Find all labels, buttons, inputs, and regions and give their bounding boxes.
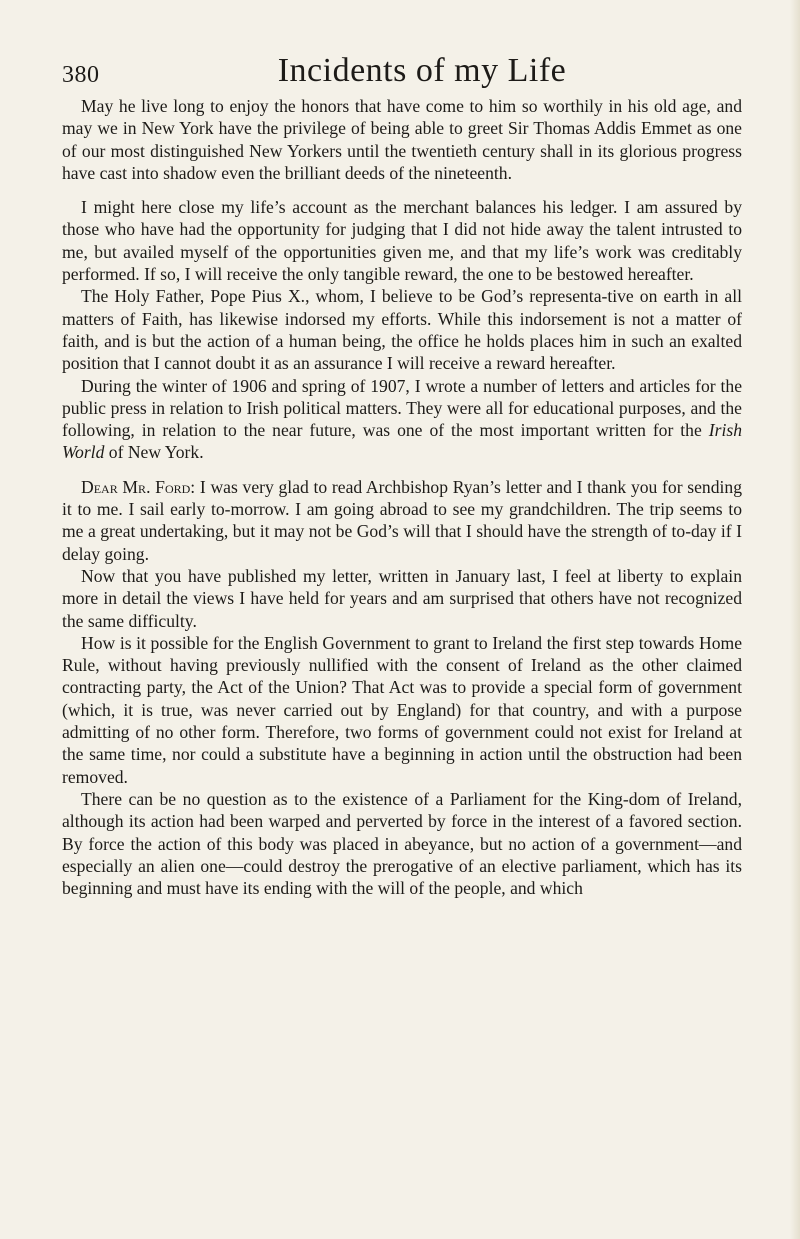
letter-paragraph-parliament: There can be no question as to the existence of a Parliament for the King-dom of Ireland, although its action had been warped and perverted by force in the interest of a favored section. By force the action of this body was placed in abeyance, but no action of a government—and especially an alien one—could destroy the prerogative of an elective parliament, which has its beginning and must have its ending with the will of the people, and which — [62, 788, 742, 899]
letter-opening-text: I was very glad to read Archbishop Ryan’s letter and I thank you for sending it to me. I sail early to-morrow. I am going abroad to see my grandchildren. The trip seems to me a great undertaking, but it may not be God’s will that I should have the strength of to-day if I delay going. — [62, 476, 742, 564]
running-title: Incidents of my Life — [277, 52, 567, 89]
paragraph-letters — [62, 375, 742, 464]
page-edge-shading — [790, 0, 800, 1239]
newspaper-title: Irish World — [62, 420, 742, 463]
letter-salutation: Dear Mr. Ford: — [81, 476, 196, 497]
page-header — [62, 52, 742, 100]
paragraph-holy-father: The Holy Father, Pope Pius X., whom, I believe to be God’s representa-tive on earth in all matters of Faith, has likewise indorsed my efforts. While this indorsement is not a matter of faith, and is but the action of a human being, the office he holds places him in such an exalted position that I cannot doubt it as an assurance I will receive a reward hereafter. — [62, 286, 742, 374]
paragraph-letters-end: of New York. — [104, 442, 204, 463]
letter-paragraph-liberty: Now that you have published my letter, written in January last, I feel at liberty to explain more in detail the views I have held for years and am surprised that others have not recognized the same difficulty. — [62, 565, 742, 631]
letter-opening — [62, 476, 742, 565]
page-number: 380 — [62, 62, 100, 88]
paragraph-ledger: I might here close my life’s account as the merchant balances his ledger. I am assured by those who have had the opportunity for judging that I did not hide away the talent intrusted to me, but availed myself of the opportunities given me, and that my life’s work was creditably performed. If so, I will receive the only tangible reward, the one to be bestowed hereafter. — [62, 197, 742, 285]
letter-paragraph-home-rule: How is it possible for the English Government to grant to Ireland the first step towards Home Rule, without having previously nullified with the consent of Ireland as the other claimed contracting party, the Act of the Union? That Act was to provide a special form of government (which, it is true, was never carried out by England) for that country, and with a purpose admitting of no other form. Therefore, two forms of government could not exist for Ireland at the same time, nor could a substitute have a beginning in action until the obstruction had been removed. — [62, 632, 742, 787]
paragraph-letters-text: During the winter of 1906 and spring of 1907, I wrote a number of letters and articles for the public press in relation to Irish political matters. They were all for educational purposes, and the following, in relation to the near future, was one of the most important written for the — [62, 375, 742, 441]
paragraph-emmet: May he live long to enjoy the honors that have come to him so worthily in his old age, and may we in New York have the privilege of being able to greet Sir Thomas Addis Emmet as one of our most distinguished New Yorkers until the twentieth century shall in its glorious progress have cast into shadow even the brilliant deeds of the nineteenth. — [62, 96, 742, 183]
body-text — [62, 95, 742, 899]
